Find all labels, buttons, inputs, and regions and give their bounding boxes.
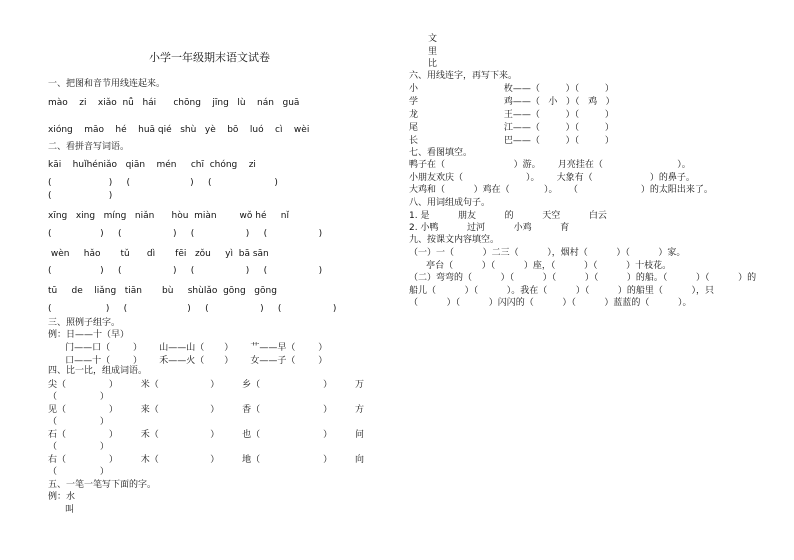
compare-row[interactable]: （ ） [48,392,109,402]
fill-row[interactable]: （一）一（ ）二三（ ），烟村（ ）（ ）家。 [409,248,686,258]
compose-row[interactable]: 口——十（ ） 禾——火（ ） 女——子（ ） [48,356,328,366]
pinyin-row: wèn hǎo tǔ dì fēi zǒu yì bā sān [48,249,269,259]
answer-blanks[interactable]: ( ) ( ) ( ) ( ) [48,304,337,314]
section-2-heading: 二、看拼音写词语。 [48,142,130,152]
stroke-character: 比 [428,59,438,69]
pinyin-row: tū de liǎng tiān bù shùlǎo gōng gōng [48,286,277,296]
fill-row[interactable]: 亭台（ ）（ ）座，（ ）（ ）十枝花。 [409,261,672,271]
answer-blanks[interactable]: ( ) ( ) ( ) ( ) [48,266,323,276]
compose-row[interactable]: 门——口（ ） 山——山（ ） 艹——早（ ） [48,343,328,353]
section-5-heading: 五、一笔一笔写下面的字。 [48,480,157,490]
compare-row[interactable]: （ ） [48,442,109,452]
section-3-heading: 三、照例子组字。 [48,318,121,328]
fill-row[interactable]: 鸭子在（ ）游。 月亮挂在（ ）。 [409,160,691,170]
section-1-heading: 一、把图和音节用线连起来。 [48,79,166,89]
pinyin-row: kāi huǐhéniǎo qiān mén chī chóng zi [48,160,256,170]
stroke-character: 里 [428,47,438,57]
compare-row[interactable]: （ ） [48,417,109,427]
compare-row[interactable]: 见（ ） 来（ ） 香（ ） 方 [48,405,365,415]
pinyin-row: mào zi xiǎo nǚ hái chōng jīng lù nán guā [48,98,300,108]
connect-row[interactable]: 小 枚——（ ）（ ） [409,84,614,94]
fill-row[interactable]: （ ）（ ）闪闪的（ ）（ ）蓝蓝的（ ）。 [409,298,692,308]
section-6-heading: 六、用线连字，再写下来。 [409,71,518,81]
connect-row[interactable]: 学 鸡——（ 小 ）（ 鸡 ） [409,97,615,107]
example-line: 例：日——十（早） [48,330,130,340]
section-9-heading: 九、按课文内容填空。 [409,235,500,245]
answer-blanks[interactable]: ( ) ( ) ( ) ( ) [48,229,323,239]
stroke-character: 文 [428,34,438,44]
fill-row[interactable]: 大鸡和（ ）鸡在（ ）。 （ ）的太阳出来了。 [409,185,713,195]
section-4-heading: 四、比一比，组成词语。 [48,366,148,376]
stroke-character: 叫 [48,505,75,515]
page-title: 小学一年级期末语文试卷 [149,51,270,64]
example-line: 例：水 [48,492,76,502]
connect-row[interactable]: 长 巴——（ ）（ ） [409,136,614,146]
answer-blanks[interactable]: ( ) [48,191,113,201]
answer-blanks[interactable]: ( ) ( ) ( ) [48,178,278,188]
fill-row[interactable]: 船儿（ ）（ ）。我在（ ）（ ）的船里（ ），只 [409,286,715,296]
word-order-row: 1. 是 朋友 的 天空 白云 [409,211,607,221]
compare-row[interactable]: 石（ ） 禾（ ） 也（ ） 问 [48,430,365,440]
word-order-row: 2. 小鸭 过河 小鸡 育 [409,223,570,233]
fill-row[interactable]: 小朋友欢庆（ ）。 大象有（ ）的鼻子。 [409,173,695,183]
compare-row[interactable]: （ ） [48,467,109,477]
compare-row[interactable]: 右（ ） 木（ ） 地（ ） 向 [48,455,365,465]
compare-row[interactable]: 尖（ ） 米（ ） 乡（ ） 万 [48,380,365,390]
fill-row[interactable]: （二）弯弯的（ ）（ ）（ ）（ ）的船。（ ）（ ）的 [409,273,757,283]
pinyin-row: xīng xing míng niǎn hòu miàn wǒ hé nǐ [48,211,289,221]
section-7-heading: 七、看图填空。 [409,148,473,158]
pinyin-row: xióng māo hé huā qié shù yè bō luó cì wèi [48,125,310,135]
section-8-heading: 八、用词组成句子。 [409,198,491,208]
connect-row[interactable]: 尾 江——（ ）（ ） [409,123,614,133]
connect-row[interactable]: 龙 王——（ ）（ ） [409,110,614,120]
